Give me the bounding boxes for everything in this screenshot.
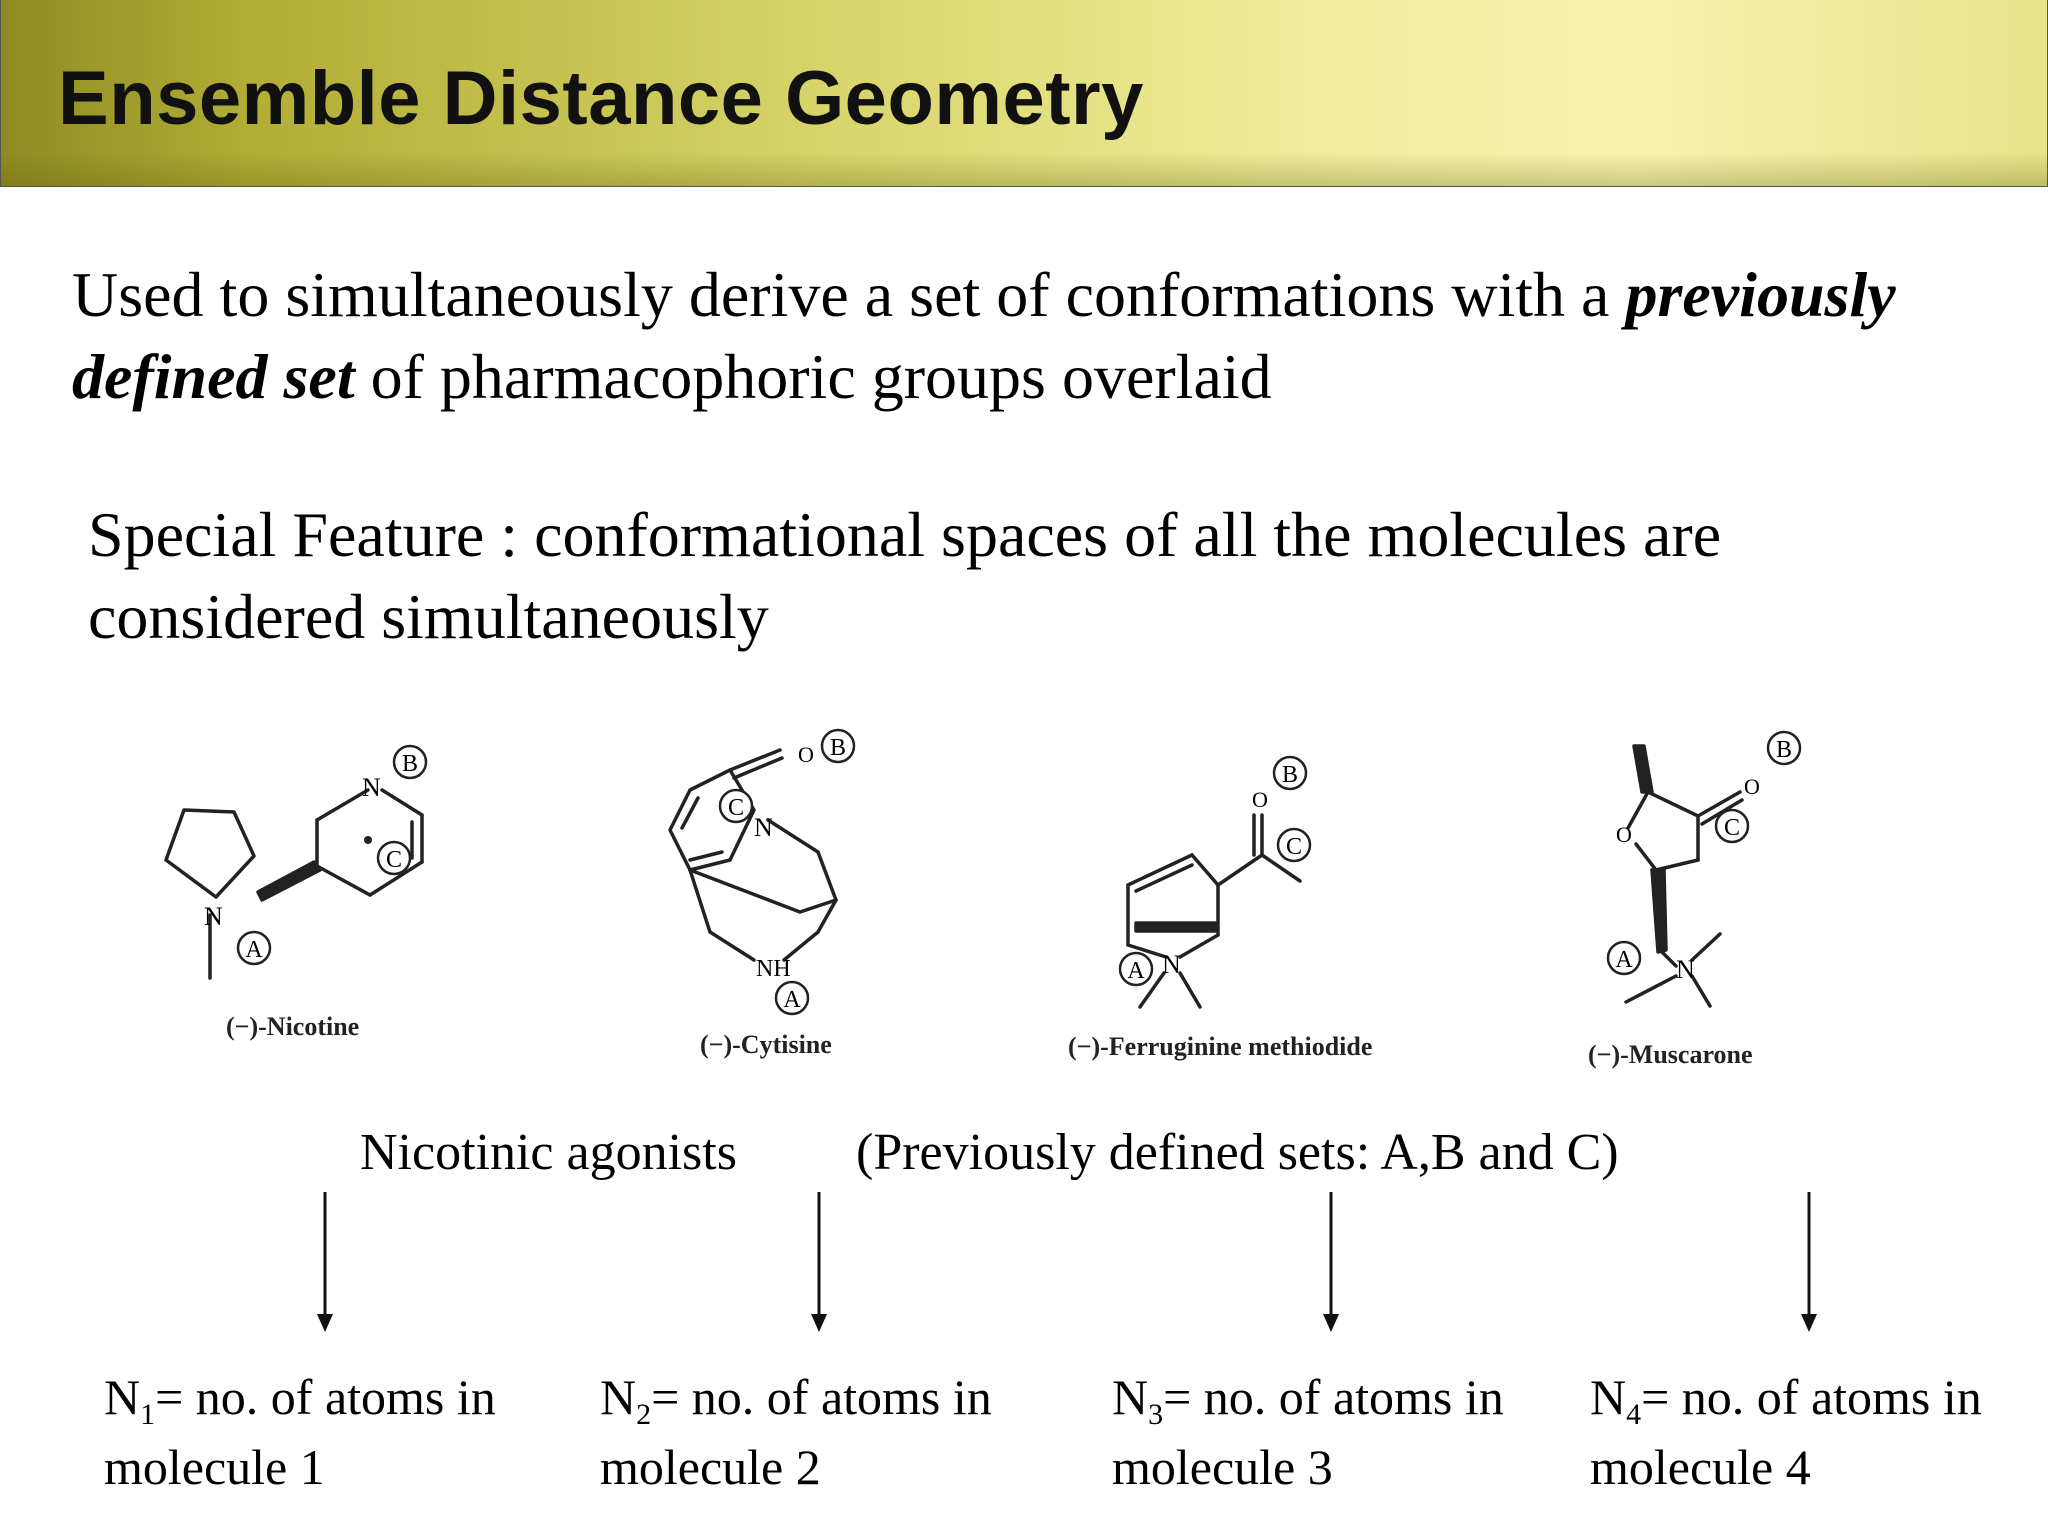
ferruginine-label: (−)-Ferruginine methiodide — [1068, 1032, 1373, 1061]
cytisine-label: (−)-Cytisine — [700, 1030, 832, 1059]
muscarone-ring-o: O — [1616, 822, 1632, 847]
molecule-3-atom-count: $N_3=$ no. of atoms in molecule 3 — [1112, 1369, 1504, 1495]
molecule-2-atom-count: $N_2=$ no. of atoms in molecule 2 — [600, 1369, 992, 1495]
special-feature-paragraph: Special Feature : conformational spaces of all the molecules are considered simultaneously — [88, 499, 1722, 652]
nicotine-group-a: A — [245, 937, 263, 963]
previously-defined-sets-caption: (Previously defined sets: A,B and C) — [856, 1124, 1619, 1181]
ferruginine-structure — [1100, 745, 1350, 1035]
ferruginine-group-c: C — [1285, 834, 1303, 860]
intro-text-2: of pharmacophoric groups overlaid — [354, 341, 1272, 412]
arrow-down-icon — [807, 1192, 831, 1332]
arrow-down-icon — [1797, 1192, 1821, 1332]
muscarone-structure — [1580, 720, 1820, 1020]
nicotine-group-b: B — [401, 751, 419, 777]
molecule-4-atom-count: $N_4=$ no. of atoms in molecule 4 — [1590, 1369, 1982, 1495]
arrow-down-icon — [313, 1192, 337, 1332]
cytisine-atom-o: O — [798, 742, 814, 767]
ferruginine-atom-o: O — [1252, 787, 1268, 812]
muscarone-atom-n: N — [1676, 955, 1695, 984]
arrow-down-icon — [1319, 1192, 1343, 1332]
cytisine-group-c: C — [727, 795, 745, 821]
ferruginine-atom-n: N — [1162, 950, 1181, 979]
molecule-1-atom-count: $N_1=$ no. of atoms in molecule 1 — [104, 1369, 496, 1495]
muscarone-carbonyl-o: O — [1744, 774, 1760, 799]
nicotinic-agonists-caption: Nicotinic agonists — [360, 1124, 737, 1181]
muscarone-group-b: B — [1775, 737, 1793, 763]
cytisine-structure — [650, 720, 910, 1020]
nicotine-group-c: C — [385, 847, 403, 873]
intro-text-1: Used to simultaneously derive a set of conformations with a — [72, 259, 1626, 330]
nicotine-structure — [150, 730, 450, 1010]
cytisine-group-b: B — [829, 735, 847, 761]
nicotine-label: (−)-Nicotine — [226, 1012, 360, 1041]
cytisine-atom-n: N — [754, 813, 773, 842]
intro-emphasis: previously defined set — [72, 259, 1896, 412]
ferruginine-group-b: B — [1281, 762, 1299, 788]
slide-title: Ensemble Distance Geometry — [58, 56, 1144, 141]
nicotine-atom-n: N — [204, 902, 223, 931]
nicotine-atom-n-pyridine: N — [362, 773, 381, 802]
muscarone-group-a: A — [1615, 947, 1633, 973]
muscarone-group-c: C — [1723, 815, 1741, 841]
cytisine-group-a: A — [783, 987, 801, 1013]
ferruginine-group-a: A — [1127, 958, 1145, 984]
title-bar — [0, 0, 2048, 187]
intro-paragraph — [72, 254, 2032, 418]
muscarone-label: (−)-Muscarone — [1588, 1040, 1753, 1069]
cytisine-atom-nh: NH — [756, 956, 791, 982]
